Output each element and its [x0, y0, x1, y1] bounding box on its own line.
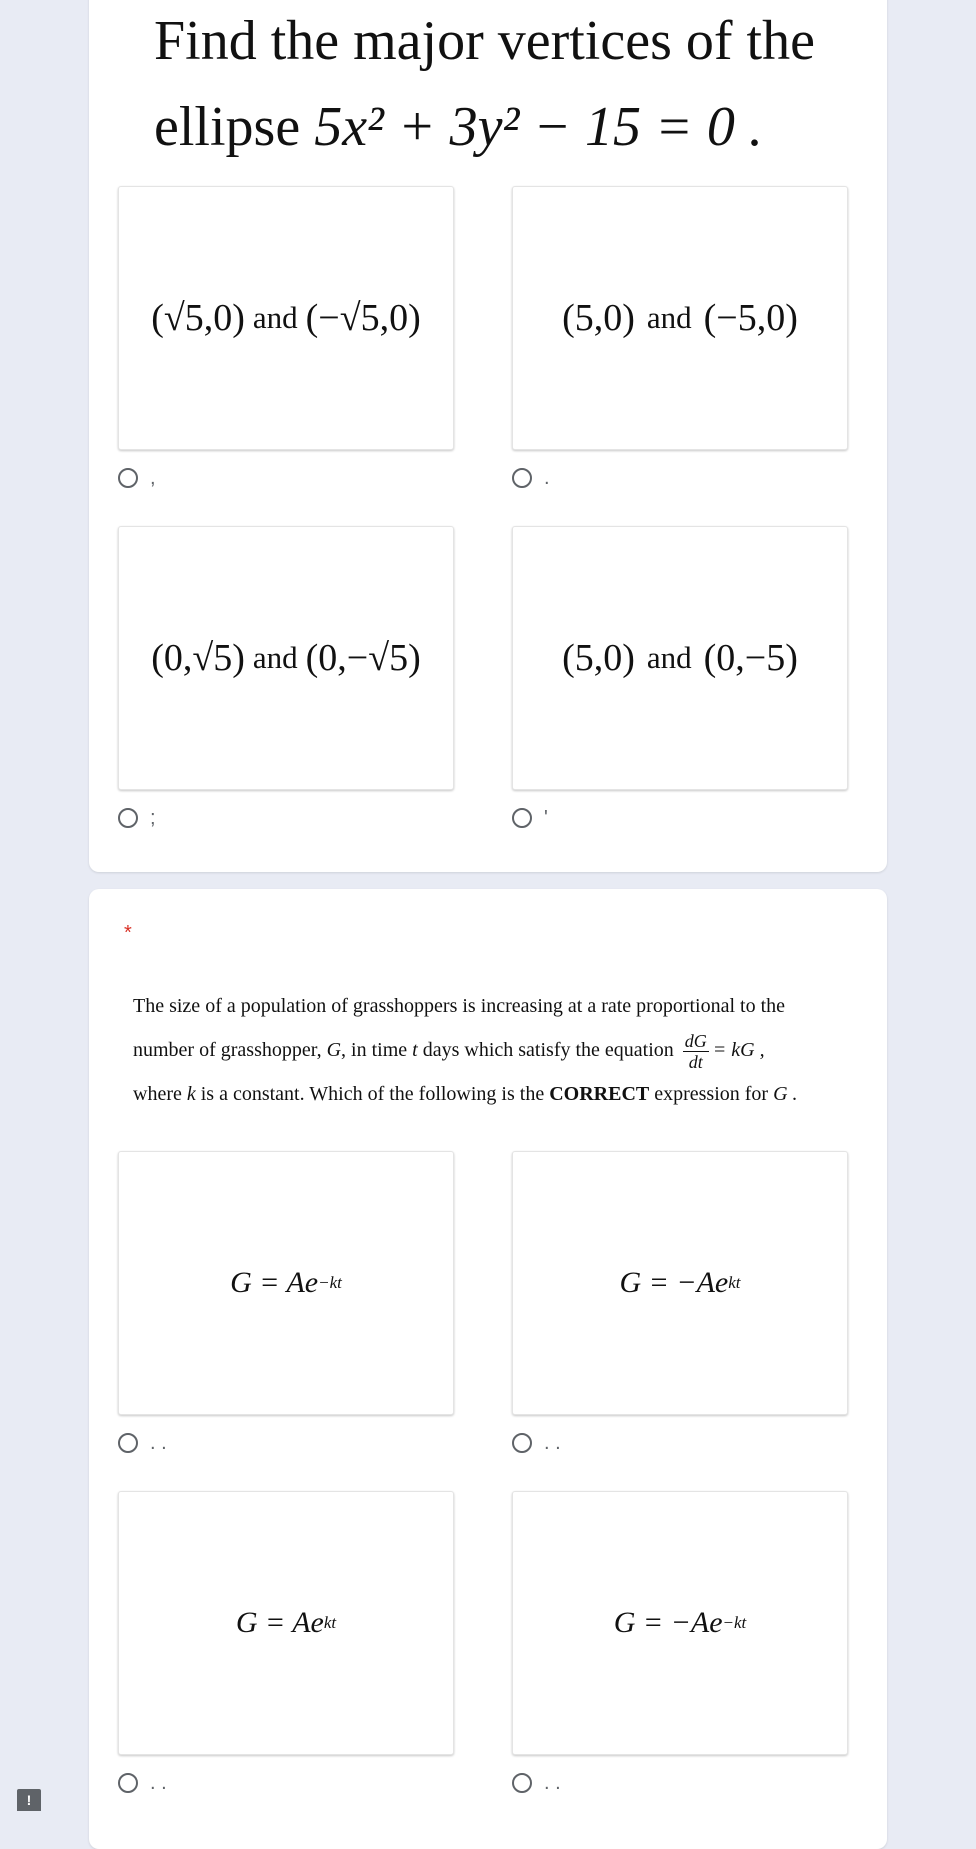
- option-row-4[interactable]: [512, 803, 548, 833]
- option-8-expression: G = −Ae: [613, 1606, 723, 1639]
- option-row-1[interactable]: [118, 463, 156, 493]
- option-3-point-b: (0,−√5): [305, 637, 421, 679]
- option-3-joiner: and: [252, 640, 298, 675]
- radio-button-3[interactable]: [118, 808, 138, 828]
- option-row-7[interactable]: [118, 1768, 167, 1798]
- option-1-point-a: (√5,0): [151, 297, 245, 339]
- radio-button-7[interactable]: [118, 1773, 138, 1793]
- feedback-alert-icon[interactable]: !: [17, 1789, 41, 1811]
- option-row-8[interactable]: [512, 1768, 561, 1798]
- option-label-1: ,: [150, 466, 156, 489]
- option-1-joiner: and: [252, 300, 298, 335]
- option-5-expression: G = Ae: [230, 1266, 319, 1299]
- option-8-exponent: −kt: [722, 1613, 747, 1632]
- option-image-7[interactable]: [118, 1491, 454, 1755]
- option-image-6[interactable]: [512, 1151, 848, 1415]
- option-label-3: ;: [150, 806, 156, 829]
- radio-button-4[interactable]: [512, 808, 532, 828]
- option-4-point-a: (5,0): [562, 637, 635, 679]
- option-row-5[interactable]: [118, 1428, 167, 1458]
- option-image-5[interactable]: [118, 1151, 454, 1415]
- option-4-joiner: and: [646, 640, 692, 675]
- radio-button-1[interactable]: [118, 468, 138, 488]
- option-image-2[interactable]: [512, 186, 848, 450]
- option-image-1[interactable]: [118, 186, 454, 450]
- radio-button-8[interactable]: [512, 1773, 532, 1793]
- option-7-expression: G = Ae: [235, 1606, 324, 1639]
- option-row-6[interactable]: [512, 1428, 561, 1458]
- option-6-expression: G = −Ae: [619, 1266, 729, 1299]
- question-2-line-1: The size of a population of grasshoppers is increasing at a rate proportional to the: [133, 995, 786, 1017]
- option-row-3[interactable]: [118, 803, 156, 833]
- option-label-4: ': [544, 806, 548, 829]
- option-label-6: . .: [544, 1431, 561, 1454]
- radio-button-6[interactable]: [512, 1433, 532, 1453]
- option-label-7: . .: [150, 1771, 167, 1794]
- option-label-8: . .: [544, 1771, 561, 1794]
- derivative-fraction: $\frac{dG}{dt}$: [684, 1030, 707, 1072]
- option-1-point-b: (−√5,0): [305, 297, 421, 339]
- option-image-3[interactable]: [118, 526, 454, 790]
- question-2-text: [133, 984, 863, 1116]
- question-2-line-2: number of grasshopper, G, in time t days which satisfy the equation $\frac{dG}{dt}$ = kG ,: [133, 1030, 765, 1072]
- question-1-title: Find the major vertices of the ellipse 5x² + 3y² − 15 = 0 .: [154, 10, 815, 158]
- option-3-point-a: (0,√5): [151, 637, 245, 679]
- option-2-joiner: and: [646, 300, 692, 335]
- radio-button-2[interactable]: [512, 468, 532, 488]
- question-card-1: [89, 0, 887, 872]
- ellipse-equation: 5x² + 3y² − 15 = 0 .: [314, 96, 763, 158]
- option-4-point-b: (0,−5): [703, 637, 798, 679]
- option-row-2[interactable]: [512, 463, 550, 493]
- option-image-4[interactable]: [512, 526, 848, 790]
- option-image-8[interactable]: [512, 1491, 848, 1755]
- option-label-2: .: [544, 466, 550, 489]
- required-asterisk: *: [124, 922, 132, 944]
- question-card-2: [89, 889, 887, 1849]
- option-label-5: . .: [150, 1431, 167, 1454]
- option-7-exponent: kt: [323, 1613, 337, 1632]
- option-2-point-a: (5,0): [562, 297, 635, 339]
- radio-button-5[interactable]: [118, 1433, 138, 1453]
- question-2-line-3: where k is a constant. Which of the following is the CORRECT expression for G .: [133, 1083, 798, 1105]
- option-6-exponent: kt: [728, 1273, 741, 1292]
- option-5-exponent: −kt: [318, 1273, 342, 1292]
- option-2-point-b: (−5,0): [703, 297, 798, 339]
